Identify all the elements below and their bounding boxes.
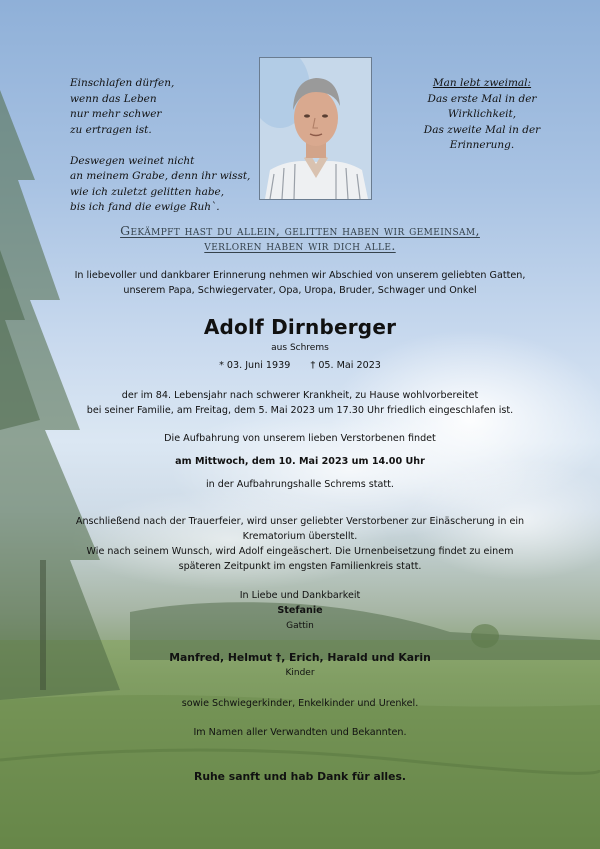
poem-right <box>412 76 552 154</box>
poem-right-title: Man lebt zweimal: <box>432 77 532 89</box>
cremation-line: Krematorium überstellt. <box>242 531 358 542</box>
cremation-text <box>0 514 600 574</box>
portrait-photo <box>259 57 372 200</box>
cremation-line: Anschließend nach der Trauerfeier, wird unser geliebter Verstorbener zur Einäscherung in ein <box>75 516 525 527</box>
children-names: Manfred, Helmut †, Erich, Harald und Karin <box>169 651 431 664</box>
death-text <box>0 388 600 418</box>
children-role: Kinder <box>285 668 315 678</box>
viewing-place: in der Aufbahrungshalle Schrems statt. <box>206 479 394 490</box>
deceased-name: Adolf Dirnberger <box>203 315 397 339</box>
cremation-line: Wie nach seinem Wunsch, wird Adolf eingeäschert. Die Urnenbeisetzung findet zu einem <box>86 546 514 557</box>
spouse-name: Stefanie <box>277 605 323 616</box>
poem-left-line: an meinem Grabe, denn ihr wisst, <box>70 170 251 182</box>
other-relatives: sowie Schwiegerkinder, Enkelkinder und Urenkel. <box>181 698 419 709</box>
life-dates <box>0 358 600 373</box>
intro-text <box>0 268 600 298</box>
deceased-origin: aus Schrems <box>271 343 329 353</box>
motto <box>0 223 600 253</box>
intro-line: In liebevoller und dankbarer Erinnerung nehmen wir Abschied von unserem geliebten Gatten, <box>74 270 526 281</box>
poem-right-line: Das erste Mal in der <box>427 92 537 105</box>
poem-left-line: bis ich fand die ewige Ruh`. <box>70 201 220 213</box>
birth-date: * 03. Juni 1939 <box>219 360 291 371</box>
all-relatives: Im Namen aller Verwandten und Bekannten. <box>193 727 407 738</box>
poem-right-line: Wirklichkeit, <box>447 108 517 120</box>
spouse-role: Gattin <box>286 621 314 631</box>
death-text-line: der im 84. Lebensjahr nach schwerer Krankheit, zu Hause wohlvorbereitet <box>121 390 479 401</box>
final-farewell: Ruhe sanft und hab Dank für alles. <box>194 770 406 783</box>
poem-left-spacer <box>70 138 250 154</box>
poem-left <box>70 76 250 216</box>
poem-left-line: nur mehr schwer <box>70 108 162 120</box>
death-text-line: bei seiner Familie, am Freitag, dem 5. Mai 2023 um 17.30 Uhr friedlich eingeschlafen ist. <box>86 405 514 416</box>
motto-line: verloren haben wir dich alle. <box>204 238 396 253</box>
poem-right-line: Das zweite Mal in der <box>423 123 541 136</box>
portrait-image <box>260 58 371 199</box>
viewing-line1: Die Aufbahrung von unserem lieben Verstorbenen findet <box>164 433 436 444</box>
poem-left-line: zu ertragen ist. <box>70 123 152 136</box>
poem-left-line: Deswegen weinet nicht <box>70 154 195 167</box>
death-date: † 05. Mai 2023 <box>310 360 381 371</box>
motto-line: Gekämpft hast du allein, gelitten haben wir gemeinsam, <box>120 223 480 238</box>
closing-intro: In Liebe und Dankbarkeit <box>239 590 361 601</box>
poem-left-line: wenn das Leben <box>70 92 157 105</box>
poem-left-line: Einschlafen dürfen, <box>70 77 175 89</box>
intro-line: unserem Papa, Schwiegervater, Opa, Uropa, Bruder, Schwager und Onkel <box>123 285 477 296</box>
viewing-date: am Mittwoch, dem 10. Mai 2023 um 14.00 Uhr <box>175 456 425 467</box>
poem-left-line: wie ich zuletzt gelitten habe, <box>70 185 225 198</box>
cremation-line: späteren Zeitpunkt im engsten Familienkreis statt. <box>178 561 422 572</box>
poem-right-line: Erinnerung. <box>449 139 515 151</box>
